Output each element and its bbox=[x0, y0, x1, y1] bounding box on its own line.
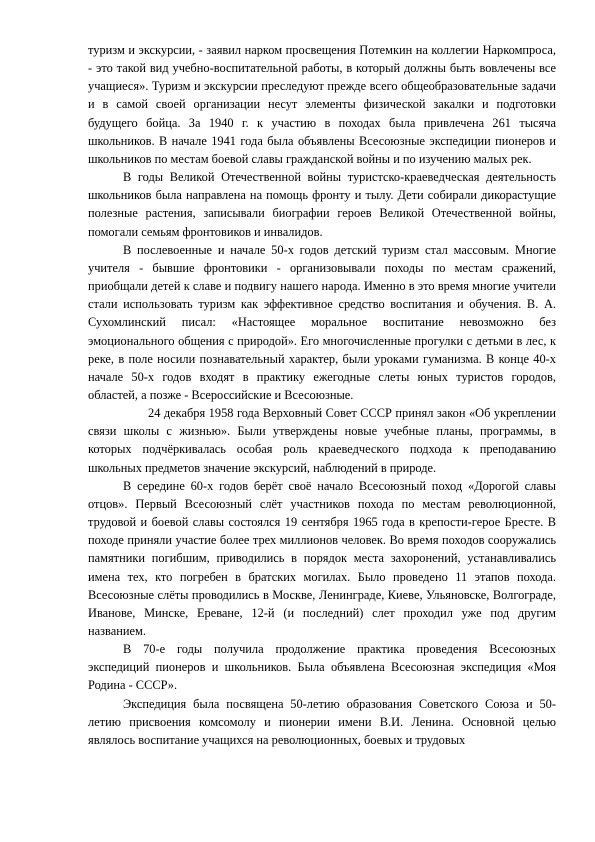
paragraph-1970s-expeditions: В 70-е годы получила продолжение практика проведения Всесоюзных экспедиций пионеров и школьников. Была объявлена Всесоюзная экспедиция «Моя Родина - СССР». bbox=[88, 642, 556, 693]
paragraph-prewar-tourism: туризм и экскурсии, - заявил нарком просвещения Потемкин на коллегии Наркомпроса, - это такой вид учебно-воспитательной работы, в который должны быть вовлечены все учащиеся». Туризм и экскурсии преследуют прежде всего общеобразовательные задачи и в самой своей организации несут элементы физической закалки и подготовки будущего бойца. За 1940 г. к участию в походах была привлечена 261 тысяча школьников. В начале 1941 года была объявлены Всесоюзные экспедиции пионеров и школьников по местам боевой славы гражданской войны и по изучению малых рек. bbox=[88, 43, 556, 166]
paragraph-glory-of-fathers-campaign: В середине 60-х годов берёт своё начало Всесоюзный поход «Дорогой славы отцов». Первый Всесоюзный слёт участников похода по местам революционной, трудовой и боевой славы состоялся 19 сентября 1965 года в крепости-герое Бресте. В походе приняли участие более трех миллионов человек. Во время походов сооружались памятники погибшим, приводились в порядок места захоронений, устанавливались имена тех, кто погребен в братских могилах. Было проведено 11 этапов похода. Всесоюзные слёты проводились в Москве, Ленинграде, Киеве, Ульяновске, Волгограде, Иванове, Минске, Ереване, 12-й (и последний) слет проходил уже под другим названием. bbox=[88, 478, 556, 638]
paragraph-expedition-anniversary: Экспедиция была посвящена 50-летию образования Советского Союза и 50-летию присвоения комсомолу и пионерии имени В.И. Ленина. Основной целью являлось воспитание учащихся на революционных, боевых и трудовых bbox=[88, 696, 556, 747]
paragraph-1958-law: 24 декабря 1958 года Верховный Совет СССР принял закон «Об укреплении связи школы с жизнью». Были утверждены новые учебные планы, программы, в которых подчёркивалась особая роль краеведческого подхода к преподаванию школьных предметов значение экскурсий, наблюдений в природе. bbox=[88, 406, 556, 475]
paragraph-postwar-tourism: В послевоенные и начале 50-х годов детский туризм стал массовым. Многие учителя - бывшие фронтовики - организовывали походы по местам сражений, приобщали детей к славе и подвигу нашего народа. Именно в это время многие учители стали использовать туризм как эффективное средство воспитания и обучения. В. А. Сухомлинский писал: «Настоящее моральное воспитание невозможно без эмоционального общения с природой». Его многочисленные прогулки с детьми в лес, к реке, в поле носили познавательный характер, были уроками гуманизма. В конце 40-х начале 50-х годов входят в практику ежегодные слеты юных туристов городов, областей, а позже - Всероссийские и Всесоюзные. bbox=[88, 242, 556, 402]
document-page bbox=[88, 41, 556, 749]
paragraph-great-patriotic-war: В годы Великой Отечественной войны туристско-краеведческая деятельность школьников была направлена на помощь фронту и тылу. Дети собирали дикорастущие полезные растения, записывали биографии героев Великой Отечественной войны, помогали семьям фронтовиков и инвалидов. bbox=[88, 170, 556, 239]
